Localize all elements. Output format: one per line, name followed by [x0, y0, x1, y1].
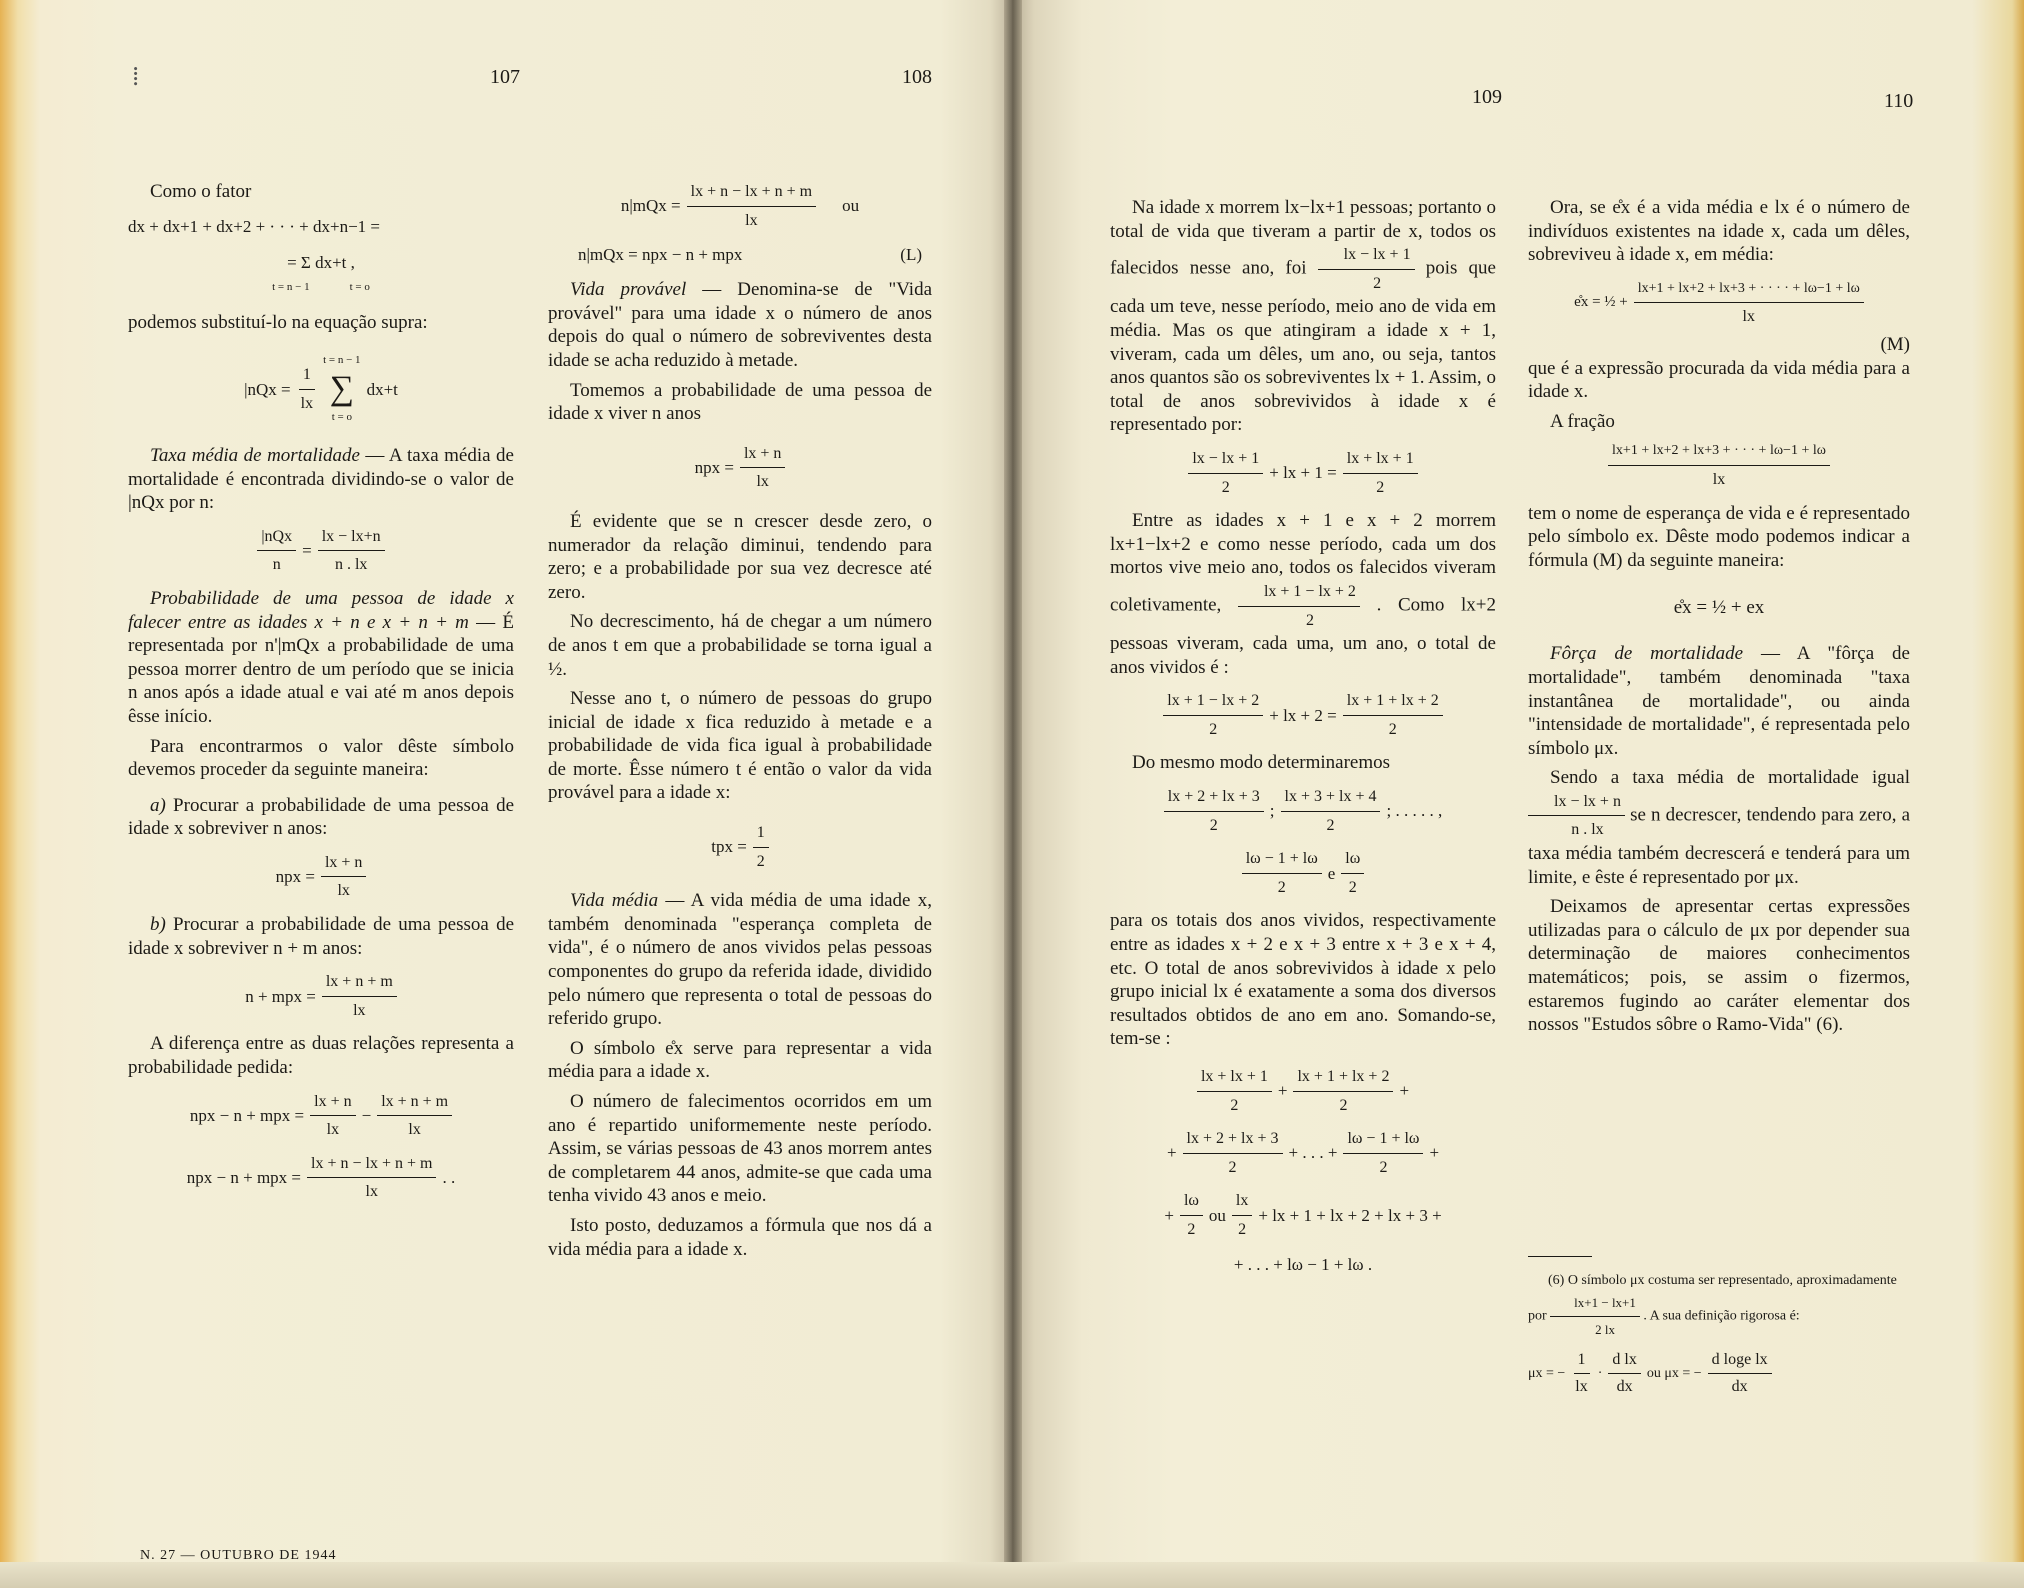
numerator: d loge lx [1708, 1349, 1772, 1374]
denominator: lx [353, 1001, 366, 1019]
footnote-text [1528, 1270, 1910, 1341]
equation-text: n|mQx = npx − n + mpx [578, 245, 743, 265]
equation-sum-line-1 [1110, 1065, 1496, 1117]
equation-text: + [1164, 1205, 1174, 1225]
denominator: 2 [1339, 1096, 1348, 1114]
paragraph: O número de falecimentos ocorridos em um ano é repartido uniformemente neste período. Assim, se várias pessoas de 43 anos morrem antes de completarem 44 anos, admite-se que cada uma tenha vivido 43 anos e meio. [548, 1091, 932, 1207]
equation-text: n + mpx = [245, 986, 316, 1006]
page-number-108: 108 [902, 66, 932, 88]
numerator: lx + lx + 1 [1197, 1065, 1272, 1092]
paragraph: tem o nome de esperança de vida e é representado pelo símbolo ex. Dêste modo podemos indicar a fórmula (M) da seguinte maneira: [1528, 502, 1910, 571]
fraction [321, 851, 366, 903]
denominator: 2 [1379, 1158, 1388, 1176]
denominator: lx [745, 211, 758, 229]
equation-last-terms [1110, 847, 1496, 899]
numerator: lx + 2 + lx + 3 [1164, 785, 1264, 812]
equation-text: ou μx = − [1646, 1365, 1702, 1381]
paragraph: O símbolo e̊x serve para representar a vida média para a idade x. [548, 1037, 932, 1083]
paragraph [128, 444, 514, 515]
equation-text: npx = [694, 458, 734, 478]
denominator: 2 [1277, 878, 1286, 896]
section-title: Fôrça de mortalidade [1550, 643, 1744, 665]
footnote-equation [1528, 1349, 1910, 1398]
denominator: 2 [1230, 1096, 1239, 1114]
fraction [1180, 1189, 1203, 1241]
numerator: lx − lx + 1 [1188, 447, 1263, 474]
paragraph-text: — É representada por n'|mQx a probabilidade de uma pessoa morrer dentro de um período que se inicia n anos após a idade atual e vai até m anos depois êsse início. [128, 611, 515, 727]
paragraph-text: — A "fôrça de mortalidade", também denominada "taxa instantânea de mortalidade", ou ainda "intensidade de mortalidade", é representada pelo símbolo μx. [1528, 643, 1910, 759]
sum-lower-limit: t = o [331, 411, 352, 424]
paragraph-text: se n decrescer, tendendo para zero, a taxa média também decrescerá e tenderá para um limite, e êste é representado por μx. [1528, 804, 1911, 888]
equation-expectancy-short [1528, 594, 1910, 620]
equation-text: = Σ dx+t , [287, 252, 355, 272]
numerator: lx+1 + lx+2 + lx+3 + · · · + lω−1 + lω [1608, 439, 1830, 466]
numerator: |nQx [257, 525, 296, 552]
paragraph: Para encontrarmos o valor dêste símbolo devemos proceder da seguinte maneira: [128, 735, 514, 781]
sum-lower-limit: t = o [349, 280, 370, 293]
denominator: n . lx [1571, 821, 1604, 839]
equation-text: npx = [275, 867, 315, 887]
fraction [1242, 847, 1322, 899]
equation-life-expectancy [1528, 277, 1910, 329]
paragraph: Nesse ano t, o número de pessoas do grupo inicial de idade x fica reduzido à metade e a probabilidade de vida fica igual à probabilidade de morte. Êsse número t é então o valor da vida provável para a idade x: [548, 688, 932, 804]
equation-tag: (M) [1880, 333, 1910, 355]
denominator: 2 [1228, 1158, 1237, 1176]
fraction [1571, 1349, 1591, 1398]
paragraph: Deixamos de apresentar certas expressões utilizadas para o cálculo de μx por depender sua determinação de maiores conhecimentos matemáticos; pois, se assim o fizermos, estaremos fugindo ao caráter elementar dos nossos "Estudos sôbre o Ramo-Vida" (6). [1528, 896, 1910, 1036]
paragraph [1110, 196, 1496, 437]
equation-difference-combined [128, 1152, 514, 1204]
fraction [1341, 847, 1364, 899]
equation-text: − [361, 1105, 372, 1125]
paragraph: A diferença entre as duas relações representa a probabilidade pedida: [128, 1033, 514, 1079]
column-page-107 [128, 180, 514, 1214]
paragraph [1528, 766, 1910, 889]
numerator: lx + 1 + lx + 2 [1343, 689, 1443, 716]
numerator: lω − 1 + lω [1343, 1127, 1423, 1154]
equation-text: e̊x = ½ + ex [1673, 596, 1765, 618]
equation-text: + lx + 1 = [1269, 463, 1337, 483]
paragraph: que é a expressão procurada da vida média para a idade x. [1528, 357, 1910, 403]
equation-text: dx+t [366, 379, 398, 399]
page-number-110: 110 [1884, 90, 1914, 112]
fraction [310, 1090, 355, 1142]
denominator: 2 [1305, 611, 1314, 629]
numerator: d lx [1608, 1349, 1640, 1374]
numerator: lx + 3 + lx + 4 [1281, 785, 1381, 812]
section-title: Vida média [570, 890, 659, 912]
column-page-108 [548, 180, 932, 1267]
numerator: lx + 1 − lx + 2 [1163, 689, 1263, 716]
equation-difference [128, 1090, 514, 1142]
paragraph [548, 889, 932, 1031]
sum-upper-limit: t = n − 1 [272, 280, 310, 293]
fraction [753, 821, 769, 873]
paragraph: podemos substituí-lo na equação supra: [128, 312, 428, 334]
paragraph: Isto posto, deduzamos a fórmula que nos dá a vida média para a idade x. [548, 1214, 932, 1260]
paragraph [548, 278, 932, 372]
numerator: lx − lx + n [1528, 790, 1625, 817]
numerator: 1 [299, 363, 315, 390]
equation-text: μx = − [1528, 1365, 1566, 1381]
fraction [1232, 1189, 1252, 1241]
paragraph-text: . Como lx+2 pessoas viveram, cada uma, um ano, o total de anos vividos é : [1110, 594, 1497, 678]
denominator: 2 [756, 852, 765, 870]
numerator: lx − lx + 1 [1318, 243, 1415, 270]
fraction [297, 363, 317, 415]
equation-text: . . [442, 1168, 456, 1188]
paragraph: É evidente que se n crescer desde zero, o numerador da relação diminui, tendendo para zero; e a probabilidade por sua vez decresce até zero. [548, 510, 932, 603]
numerator: lx + lx + 1 [1343, 447, 1418, 474]
footnote-divider [1528, 1256, 1592, 1257]
section-title: Taxa média de mortalidade [150, 444, 360, 466]
equation-npx [548, 442, 932, 494]
fraction [1708, 1349, 1772, 1398]
equation-l [548, 242, 932, 268]
fraction [1608, 1349, 1640, 1398]
fraction [1293, 1065, 1393, 1117]
section-title: Vida provável [570, 279, 687, 301]
equation-text: tpx = [711, 837, 747, 857]
equation-series [1110, 785, 1496, 837]
equation-tag: (L) [900, 245, 922, 265]
denominator: n [272, 556, 281, 574]
paragraph-text: Procurar a probabilidade de uma pessoa de idade x sobreviver n anos: [128, 794, 514, 840]
denominator: 2 [1376, 478, 1385, 496]
fraction [1164, 785, 1264, 837]
numerator: lx [1232, 1189, 1252, 1216]
paragraph: No decrescimento, há de chegar a um número de anos t em que a probabilidade se torna igual a ½. [548, 611, 932, 680]
fraction [1281, 785, 1381, 837]
equation-text: e [1327, 863, 1336, 883]
denominator: lx [1742, 308, 1755, 326]
equation-text: ou [1208, 1205, 1226, 1225]
denominator: 2 [1238, 1220, 1247, 1238]
equation-text: |nQx = [244, 379, 291, 399]
denominator: lx [365, 1183, 378, 1201]
denominator: lx [300, 394, 314, 412]
equation-text: + [1399, 1081, 1410, 1101]
equation-fraction [1528, 439, 1910, 491]
denominator: 2 [1209, 720, 1218, 738]
numerator: lx+1 − lx+1 [1550, 1292, 1640, 1317]
denominator: lx [1575, 1378, 1588, 1395]
footnote-text-part: . A sua definição rigorosa é: [1643, 1308, 1800, 1324]
denominator: 2 [1187, 1220, 1196, 1238]
denominator: n . lx [334, 556, 368, 574]
paragraph-text: Na idade x morrem lx−lx+1 pessoas; portanto o total de vida que tiveram a partir de x, todos os falecidos nesse ano, foi [1110, 197, 1496, 279]
paragraph: Tomemos a probabilidade de uma pessoa de idade x viver n anos [548, 379, 932, 425]
equation-text: + lx + 2 = [1269, 705, 1337, 725]
fraction [1343, 689, 1443, 741]
numerator: lx + n [740, 442, 785, 469]
list-label: b) [150, 914, 166, 936]
equation-tpx [548, 821, 932, 873]
paragraph: A fração [1550, 410, 1615, 432]
footnote-text-part: (6) O símbolo μx costuma ser representado, aproximadamente por [1528, 1273, 1897, 1324]
fraction [1608, 439, 1830, 491]
denominator: 2 [1209, 816, 1218, 834]
denominator: lx [408, 1121, 421, 1139]
fraction [1343, 1127, 1423, 1179]
book-gutter [1004, 0, 1022, 1588]
numerator: lx + n [310, 1090, 355, 1117]
equation-text: + [1277, 1081, 1288, 1101]
equation-text: npx − n + mpx = [186, 1168, 302, 1188]
paragraph: para os totais dos anos vividos, respectivamente entre as idades x + 2 e x + 3 entre x + 3 e x + 4, etc. O total de anos sobrevividos à idade x pelo grupo inicial lx é exatamente a soma dos diversos resultados obtidos de ano em ano. Somando-se, tem-se : [1110, 910, 1496, 1050]
fraction [1318, 243, 1415, 295]
fraction [307, 1152, 436, 1204]
numerator: lx + 1 − lx + 2 [1238, 580, 1360, 607]
fraction [1238, 580, 1360, 632]
equation-nmqx [548, 180, 932, 232]
section-title: Probabilidade de uma pessoa de idade x falecer entre as idades x + n e x + n + m [128, 587, 514, 633]
equation-text: + . . . + [1288, 1143, 1338, 1163]
paragraph-text: Sendo a taxa média de mortalidade igual [1550, 767, 1910, 789]
numerator: lω − 1 + lω [1242, 847, 1322, 874]
numerator: lx + n + m [377, 1090, 452, 1117]
numerator: lx + 1 + lx + 2 [1293, 1065, 1393, 1092]
denominator: lx [756, 473, 769, 491]
fraction [1197, 1065, 1272, 1117]
fraction [318, 525, 385, 577]
numerator: lω [1180, 1189, 1203, 1216]
fraction [377, 1090, 452, 1142]
fraction [1188, 447, 1263, 499]
equation-text: ou [842, 196, 860, 216]
fraction [1163, 689, 1263, 741]
paragraph-text: — Denomina-se de "Vida provável" para uma idade x o número de anos depois do qual o número de sobreviventes desta idade se acha reduzido à metade. [548, 279, 933, 371]
sigma-symbol: t = n − 1 ∑ t = o [323, 349, 360, 430]
equation-text: npx − n + mpx = [189, 1105, 305, 1125]
equation-text: ; [1269, 801, 1275, 821]
denominator: 2 [1373, 274, 1382, 292]
paragraph-text: Procurar a probabilidade de uma pessoa de idade x sobreviver n + m anos: [128, 914, 514, 959]
equation-text: ; . . . . . , [1386, 801, 1443, 821]
equation-text: · [1597, 1365, 1603, 1381]
denominator: dx [1731, 1378, 1748, 1395]
denominator: 2 [1348, 878, 1357, 896]
page-bottom-edge [0, 1562, 2024, 1588]
equation-sum [128, 250, 514, 276]
sum-limits [128, 276, 514, 300]
paragraph-text: — A vida média de uma idade x, também denominada "esperança completa de vida", é o número de anos vividos pelas pessoas componentes do grupo da referida idade, dividido pelo número que representa o total de pessoas do referido grupo. [548, 890, 932, 1030]
fraction [687, 180, 816, 232]
denominator: 2 [1388, 720, 1397, 738]
numerator: 1 [1574, 1349, 1590, 1374]
fraction [1343, 447, 1418, 499]
fraction [1634, 277, 1864, 329]
equation-total-x1 [1110, 689, 1496, 741]
fraction [257, 525, 296, 577]
equation-text: + lx + 1 + lx + 2 + lx + 3 + [1258, 1205, 1442, 1225]
equation-text: n|mQx = [620, 196, 681, 216]
denominator: lx [337, 882, 350, 900]
column-page-109 [1110, 196, 1496, 1288]
paragraph [1110, 509, 1496, 679]
denominator: lx [1712, 470, 1726, 488]
numerator: lx + 2 + lx + 3 [1183, 1127, 1283, 1154]
paragraph: Do mesmo modo determinaremos [1132, 752, 1391, 774]
page-number-109: 109 [1472, 86, 1502, 108]
margin-mark: ⁞ [132, 62, 140, 91]
fraction [740, 442, 785, 494]
equation-total-x [1110, 447, 1496, 499]
paragraph [128, 587, 514, 729]
equation-text: + [1429, 1143, 1440, 1163]
equation-sum-line-3 [1110, 1189, 1496, 1241]
paragraph: Ora, se e̊x é a vida média e lx é o número de indivíduos existentes na idade x, cada um dêles, sobreviveu à idade x, em média: [1528, 197, 1910, 266]
page-number-107: 107 [490, 66, 520, 88]
equation-sum-line-2 [1110, 1127, 1496, 1179]
list-label: a) [150, 794, 166, 816]
denominator: dx [1616, 1378, 1633, 1395]
numerator: lx + n − lx + n + m [307, 1152, 436, 1179]
paragraph [128, 794, 514, 841]
paragraph [1528, 642, 1910, 760]
denominator: 2 lx [1595, 1322, 1615, 1337]
fraction [1528, 790, 1625, 842]
numerator: lx + n − lx + n + m [687, 180, 816, 207]
paragraph [128, 913, 514, 960]
equation-sum-line-4 [1110, 1252, 1496, 1278]
equation-text: + . . . + lω − 1 + lω . [1233, 1254, 1373, 1274]
sum-upper-limit: t = n − 1 [323, 353, 361, 366]
equation-nqx [128, 349, 514, 430]
denominator: 2 [1326, 816, 1335, 834]
equation-text: + [1166, 1143, 1177, 1163]
equation-text: e̊x = ½ + [1574, 294, 1628, 311]
fraction [1183, 1127, 1283, 1179]
equation-npx [128, 851, 514, 903]
paragraph: Como o fator [150, 181, 252, 202]
fraction [1550, 1292, 1640, 1341]
page-footer: N. 27 — OUTUBRO DE 1944 [140, 1548, 337, 1563]
numerator: 1 [753, 821, 769, 848]
denominator: 2 [1221, 478, 1230, 496]
numerator: lx + n [321, 851, 366, 878]
fraction [322, 970, 397, 1022]
numerator: lx − lx+n [318, 525, 385, 552]
equation-text: dx + dx+1 + dx+2 + · · · + dx+n−1 = [128, 216, 381, 236]
equation [128, 214, 514, 240]
paragraph-text: Entre as idades x + 1 e x + 2 morrem lx+1−lx+2 e como nesse período, cada um dos mortos vive meio ano, todos os falecidos viveram coletivamente, [1110, 510, 1496, 616]
paragraph-text: pois que cada um teve, nesse período, meio ano de vida em média. Mas os que atingiram a idade x + 1, viveram, cada um dêles, um ano, ou seja, tantos anos quantos são os sobreviventes lx + 1. Assim, o total de anos sobrevividos à idade x é representado por: [1110, 257, 1496, 436]
numerator: lω [1341, 847, 1364, 874]
footnote [1528, 1270, 1910, 1408]
paragraph-text: — A taxa média de mortalidade é encontrada dividindo-se o valor de |nQx por n: [128, 444, 514, 514]
numerator: lx + n + m [322, 970, 397, 997]
equation-n-m-px [128, 970, 514, 1022]
equation-mortality-rate: $\frac{\text{|nQx}}{n}$ = $\frac{lx - lx+n}{n . lx}$ [128, 525, 514, 577]
numerator: lx+1 + lx+2 + lx+3 + · · · · + lω−1 + lω [1634, 277, 1864, 304]
column-page-110 [1528, 196, 1910, 1043]
denominator: lx [326, 1121, 340, 1139]
